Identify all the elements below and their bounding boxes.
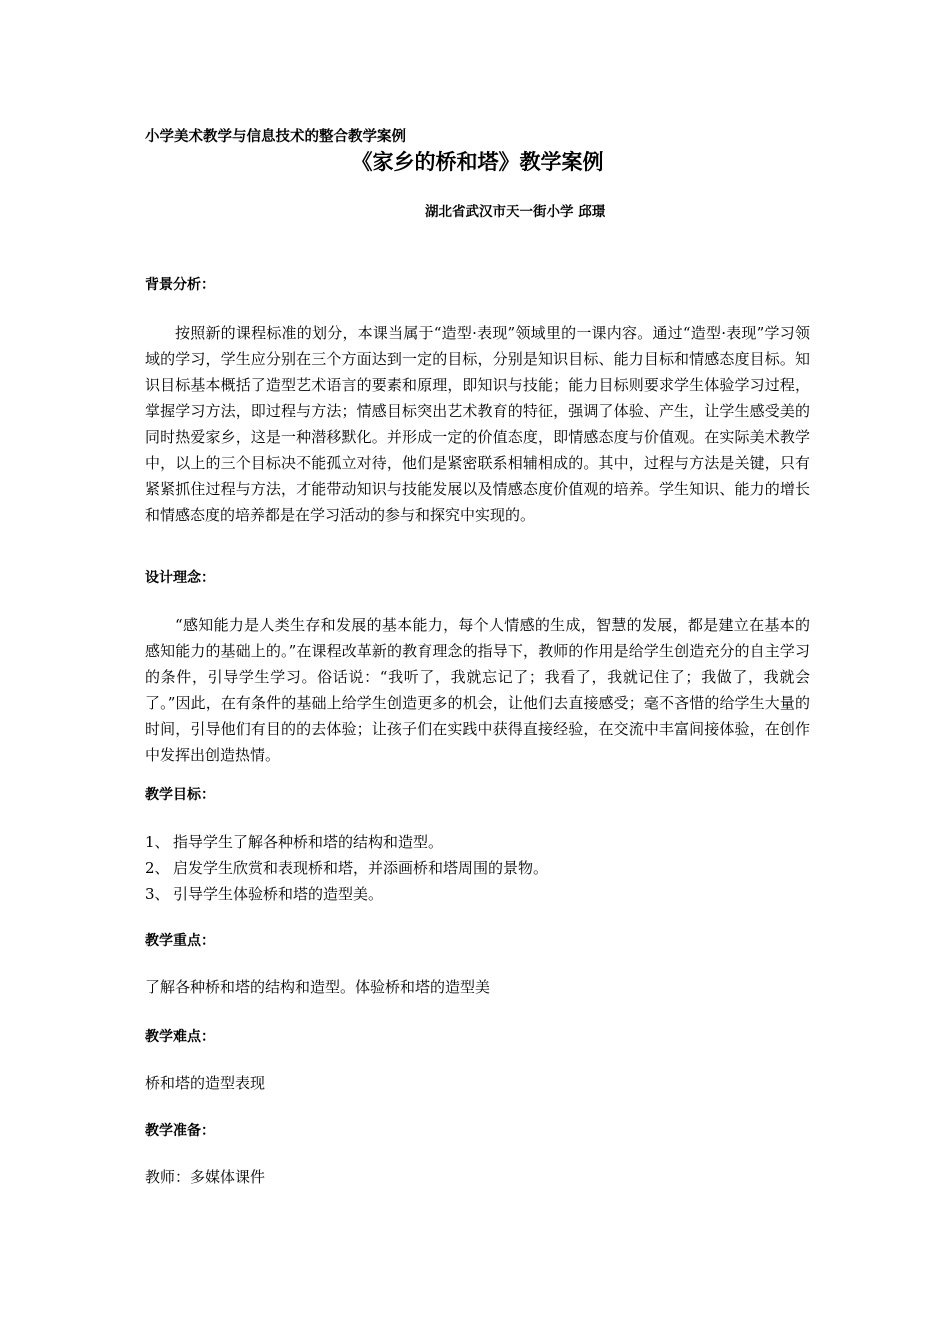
preparation-text: 教师：多媒体课件 <box>145 1168 266 1186</box>
list-item-text: 启发学生欣赏和表现桥和塔，并添画桥和塔周围的景物。 <box>173 859 549 877</box>
difficulties-text: 桥和塔的造型表现 <box>145 1074 266 1092</box>
preparation-heading: 教学准备： <box>145 1123 215 1139</box>
list-item-number: 3、 <box>145 885 170 903</box>
goals-list <box>145 829 548 907</box>
background-paragraph: 按照新的课程标准的划分，本课当属于“造型·表现”领域里的一课内容。通过“造型·表现”学习领域的学习，学生应分别在三个方面达到一定的目标，分别是知识目标、能力目标和情感态度目标。知识目标基本概括了造型艺术语言的要素和原理，即知识与技能；能力目标则要求学生体验学习过程，掌握学习方法，即过程与方法；情感目标突出艺术教育的特征，强调了体验、产生，让学生感受美的同时热爱家乡，这是一种潜移默化。并形成一定的价值态度，即情感态度与价值观。在实际美术教学中，以上的三个目标决不能孤立对待，他们是紧密联系相辅相成的。其中，过程与方法是关键，只有紧紧抓住过程与方法，才能带动知识与技能发展以及情感态度价值观的培养。学生知识、能力的增长和情感态度的培养都是在学习活动的参与和探究中实现的。 <box>145 324 810 524</box>
list-item-number: 1、 <box>145 833 170 851</box>
key-points-heading: 教学重点： <box>145 933 215 949</box>
concept-heading: 设计理念： <box>145 570 215 586</box>
background-heading: 背景分析： <box>145 277 215 293</box>
list-item-text: 指导学生了解各种桥和塔的结构和造型。 <box>173 833 444 851</box>
list-item <box>145 829 548 855</box>
list-item <box>145 855 548 881</box>
concept-paragraph: “感知能力是人类生存和发展的基本能力，每个人情感的生成，智慧的发展，都是建立在基本的感知能力的基础上的。”在课程改革新的教育理念的指导下，教师的作用是给学生创造充分的自主学习的条件，引导学生学习。俗话说：“我听了，我就忘记了；我看了，我就记住了；我做了，我就会了。”因此，在有条件的基础上给学生创造更多的机会，让他们去直接感受；毫不吝惜的给学生大量的时间，引导他们有目的的去体验；让孩子们在实践中获得直接经验，在交流中丰富间接体验，在创作中发挥出创造热情。 <box>145 616 810 764</box>
goals-heading: 教学目标： <box>145 787 215 803</box>
list-item <box>145 881 548 907</box>
difficulties-heading: 教学难点： <box>145 1029 215 1045</box>
list-item-text: 引导学生体验桥和塔的造型美。 <box>173 885 384 903</box>
document-kicker: 小学美术教学与信息技术的整合教学案例 <box>145 129 406 145</box>
key-points-text: 了解各种桥和塔的结构和造型。体验桥和塔的造型美 <box>145 978 491 996</box>
document-title: 《家乡的桥和塔》教学案例 <box>351 150 604 174</box>
list-item-number: 2、 <box>145 859 170 877</box>
document-author: 湖北省武汉市天一街小学 邱璟 <box>425 204 606 220</box>
